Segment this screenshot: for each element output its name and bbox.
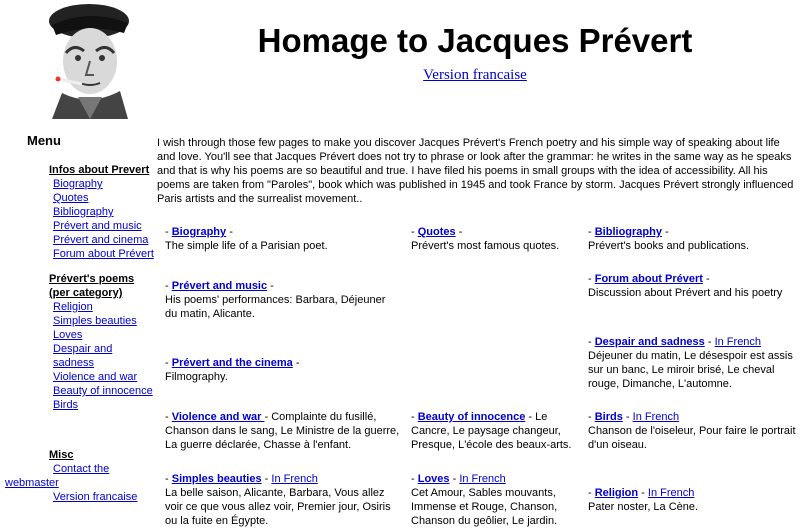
religion-desc: Pater noster, La Cène. (588, 501, 699, 513)
music-link[interactable]: Prévert and music (171, 280, 268, 292)
section-forum: - Forum about Prévert - Discussion about Prévert and his poetry (588, 273, 783, 299)
version-francaise-link[interactable]: Version francaise (423, 67, 527, 83)
loves-link[interactable]: Loves (417, 473, 450, 485)
menu-item-loves[interactable]: Loves (53, 329, 83, 341)
birds-desc: Chanson de l'oiseleur, Pour faire le portrait d'un oiseau. (588, 425, 796, 451)
prevert-portrait (44, 3, 132, 119)
menu-item-webmaster[interactable]: webmaster (5, 477, 59, 489)
intro-text: I wish through those few pages to make you discover Jacques Prévert's French poetry and his simple way of speaking about life and love. You'll see that Jacques Prévert does not try to phrase or look after the grammar: he writes in the same way as he speaks and that is why his poems are so beautiful and true. I have filed his poems in small groups with the idea of accessibility. All his poems are taken from "Paroles", book which was published in 1945 and took France by storm. Jacques Prévert strongly influenced Paris artists and the surrealist movement.. (157, 137, 794, 205)
innocence-link[interactable]: Beauty of innocence (417, 411, 526, 423)
birds-link[interactable]: Birds (594, 411, 623, 423)
menu-item-music[interactable]: Prévert and music (53, 220, 142, 232)
section-bibliography: - Bibliography - Prévert's books and publications. (588, 226, 750, 252)
loves-french-link[interactable]: In French (459, 473, 506, 485)
despair-link[interactable]: Despair and sadness (594, 336, 705, 348)
menu-item-forum[interactable]: Forum about Prévert (53, 248, 154, 260)
menu-item-biography[interactable]: Biography (53, 178, 103, 190)
menu-item-cinema[interactable]: Prévert and cinema (53, 234, 149, 246)
biography-desc: The simple life of a Parisian poet. (165, 240, 328, 252)
beauties-link[interactable]: Simples beauties (171, 473, 262, 485)
beauties-french-link[interactable]: In French (271, 473, 318, 485)
biography-link[interactable]: Biography (171, 226, 227, 238)
section-cinema: - Prévert and the cinema - Filmography. (165, 357, 300, 383)
birds-french-link[interactable]: In French (632, 411, 680, 423)
menu-item-despair[interactable]: Despair and sadness (53, 343, 113, 369)
menu-item-contact[interactable]: Contact the (53, 463, 110, 475)
cinema-desc: Filmography. (165, 371, 228, 383)
loves-desc: Cet Amour, Sables mouvants, Immense et Rouge, Chanson, Chanson du geôlier, Le jardin. (411, 487, 558, 527)
section-biography: - Biography - The simple life of a Parisian poet. (165, 226, 328, 252)
violence-desc: Complainte du fusillé, Chanson dans le sang, Le Ministre de la guerre, La guerre déclarée, Chasse à l'enfant. (165, 411, 400, 451)
menu-item-religion[interactable]: Religion (53, 301, 93, 313)
forum-desc: Discussion about Prévert and his poetry (588, 287, 783, 299)
beauties-desc: La belle saison, Alicante, Barbara, Vous allez voir ce que vous allez voir, Premier jour, Osiris ou la fuite en Égypte. (165, 487, 391, 527)
bibliography-desc: Prévert's books and publications. (588, 240, 750, 252)
menu-group-poems: Prévert's poems (49, 273, 135, 285)
menu-item-simples-beauties[interactable]: Simples beauties (53, 315, 137, 327)
menu-item-bibliography[interactable]: Bibliography (53, 206, 114, 218)
menu-item-quotes[interactable]: Quotes (53, 192, 89, 204)
bibliography-link[interactable]: Bibliography (594, 226, 662, 238)
menu-item-innocence[interactable]: Beauty of innocence (53, 385, 153, 397)
menu-item-violence[interactable]: Violence and war (53, 371, 138, 383)
innocence-desc: Le Cancre, Le paysage changeur, Presque, L'école des beaux-arts. (411, 411, 572, 451)
despair-french-link[interactable]: In French (714, 336, 762, 348)
cinema-link[interactable]: Prévert and the cinema (171, 357, 293, 369)
forum-link[interactable]: Forum about Prévert (594, 273, 703, 285)
religion-french-link[interactable]: In French (647, 487, 695, 499)
section-quotes: - Quotes - Prévert's most famous quotes. (411, 226, 560, 252)
section-religion: - Religion - In French Pater noster, La Cène. (588, 487, 699, 513)
section-innocence: - Beauty of innocence - Le Cancre, Le paysage changeur, Presque, L'école des beaux-arts. (411, 411, 572, 451)
section-simples-beauties: - Simples beauties - In French La belle saison, Alicante, Barbara, Vous allez voir ce que vous allez voir, Premier jour, Osiris ou la fuite en Égypte. (165, 473, 391, 527)
menu-item-birds[interactable]: Birds (53, 399, 79, 411)
section-violence: - Violence and war - Complainte du fusillé, Chanson dans le sang, Le Ministre de la guerre, La guerre déclarée, Chasse à l'enfant. (165, 411, 400, 451)
religion-link[interactable]: Religion (594, 487, 639, 499)
section-birds: - Birds - In French Chanson de l'oiseleur, Pour faire le portrait d'un oiseau. (588, 411, 796, 451)
section-loves: - Loves - In French Cet Amour, Sables mouvants, Immense et Rouge, Chanson, Chanson du geôlier, Le jardin. (411, 473, 558, 527)
page-title: Homage to Jacques Prévert (257, 22, 693, 59)
violence-link[interactable]: Violence and war (171, 411, 265, 423)
quotes-desc: Prévert's most famous quotes. (411, 240, 560, 252)
menu-group-misc: Misc (49, 449, 74, 461)
section-music: - Prévert and music - His poems' performances: Barbara, Déjeuner du matin, Alicante. (165, 280, 386, 320)
quotes-link[interactable]: Quotes (417, 226, 456, 238)
menu-group-poems-sub: (per category) (49, 287, 123, 299)
section-despair: - Despair and sadness - In French Déjeuner du matin, Le désespoir est assis sur un banc, Le miroir brisé, Le cheval rouge, Dimanche, L'automne. (588, 336, 793, 390)
despair-desc: Déjeuner du matin, Le désespoir est assis sur un banc, Le miroir brisé, Le cheval rouge, Dimanche, L'automne. (588, 350, 793, 390)
music-desc: His poems' performances: Barbara, Déjeuner du matin, Alicante. (165, 294, 386, 320)
menu-title: Menu (27, 133, 61, 148)
menu-group-infos: Infos about Prevert (49, 164, 150, 176)
menu-item-version-francaise[interactable]: Version francaise (53, 491, 138, 503)
